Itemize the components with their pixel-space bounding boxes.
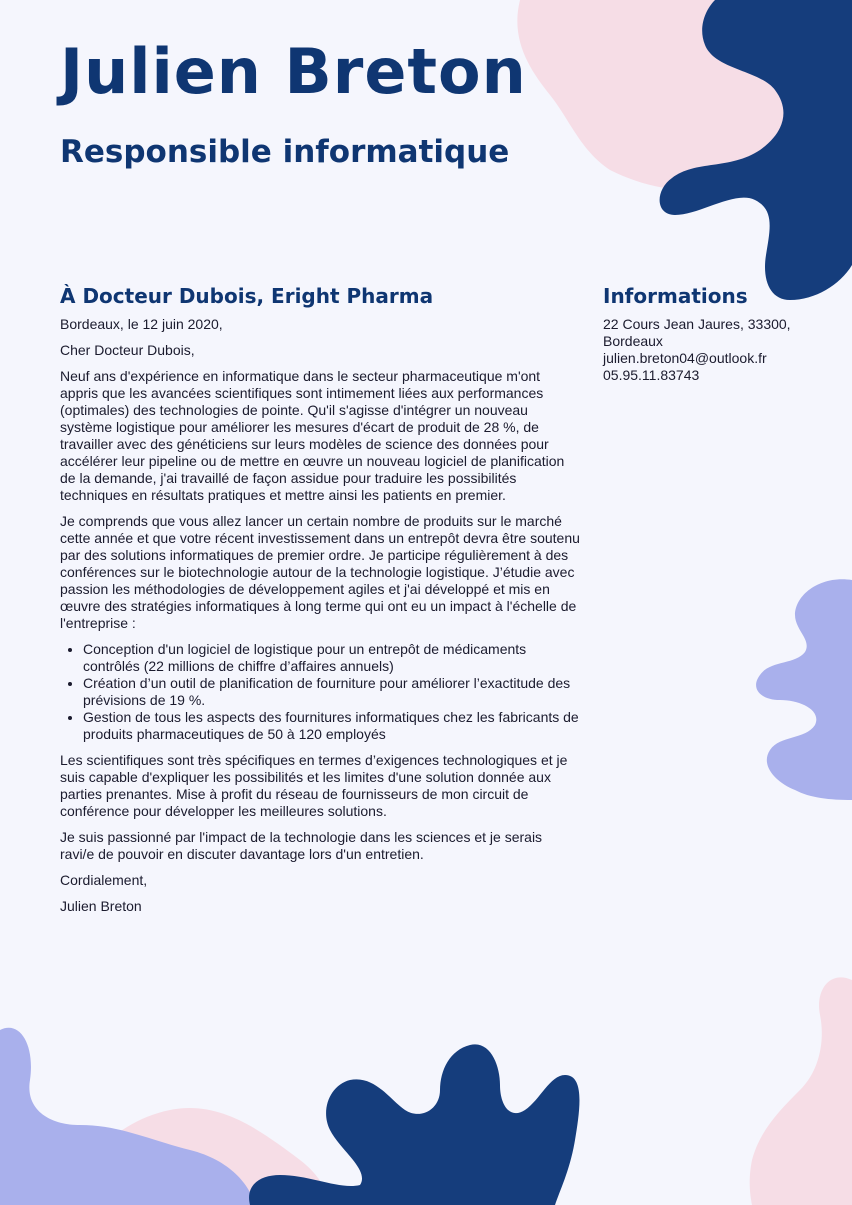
decorative-blob-bottom: [0, 960, 852, 1205]
list-item: • Gestion de tous les aspects des fournitures informatiques chez les fabricants de produits pharmaceutiques de 50 à 120 employés: [83, 709, 580, 743]
signature: Julien Breton: [60, 898, 142, 914]
lavender-blob-shape: [756, 579, 852, 800]
email-link[interactable]: julien.breton04@outlook.fr: [603, 350, 767, 366]
contact-info: [603, 316, 818, 384]
place-date: Bordeaux, le 12 juin 2020,: [60, 316, 223, 332]
list-item: • Création d’un outil de planification de fourniture pour améliorer l’exactitude des prévisions de 19 %.: [83, 675, 580, 709]
paragraph-closing: Je suis passionné par l'impact de la technologie dans les sciences et je serais ravi/e de pouvoir en discuter davantage lors d'un entretien.: [60, 829, 543, 862]
achievements-list: [60, 641, 580, 743]
navy-blob-bottom-center: [249, 1044, 579, 1205]
paragraph-skills: Les scientifiques sont très spécifiques en termes d’exigences technologiques et je suis capable d'expliquer les possibilités et les limites d'une solution donnée aux parties prenantes. Mise à profit du réseau de fournisseurs de mon circuit de conférence pour développer les meilleures solutions.: [60, 752, 568, 819]
decorative-blob-right: [740, 560, 852, 810]
paragraph-motivation: Je comprends que vous allez lancer un certain nombre de produits sur le marché cette année et que votre récent investissement dans un entrepôt devra être soutenu par des solutions informatiques de premier ordre. Je participe régulièrement à des conférences sur le biotechnologie autour de la technologie logistique. J’étudie avec passion les méthodologies de développement agiles et j'ai développé et mis en œuvre des stratégies informatiques à long terme qui ont eu un impact à l'échelle de l'entreprise :: [60, 513, 580, 631]
letter-body: [60, 316, 580, 924]
info-heading: Informations: [603, 284, 748, 308]
recipient-heading: À Docteur Dubois, Eright Pharma: [60, 284, 434, 308]
decorative-blob-top-right: [500, 0, 852, 310]
salutation: Cher Docteur Dubois,: [60, 342, 195, 358]
paragraph-experience: Neuf ans d'expérience en informatique dans le secteur pharmaceutique m'ont appris que les avancées scientifiques sont intimement liées aux performances (optimales) des technologies de pointe. Qu'il s'agisse d'intégrer un nouveau système logistique pour améliorer les mesures d'écart de produit de 28 %, de travailler avec des généticiens sur leurs modèles de science des données pour accélérer leur pipeline ou de mettre en œuvre un nouveau logiciel de planification de la demande, j'ai travaillé de façon assidue pour traduire les possibilités techniques en résultats pratiques et mettre ainsi les patients en premier.: [60, 368, 565, 503]
job-title: Responsible informatique: [60, 134, 510, 170]
pink-blob-bottom-right: [750, 977, 852, 1205]
list-item: • Conception d'un logiciel de logistique pour un entrepôt de médicaments contrôlés (22 millions de chiffre d’affaires annuels): [83, 641, 580, 675]
candidate-name: Julien Breton: [60, 35, 527, 108]
phone-number: 05.95.11.83743: [603, 367, 700, 383]
address: 22 Cours Jean Jaures, 33300, Bordeaux: [603, 316, 791, 349]
closing: Cordialement,: [60, 872, 148, 888]
